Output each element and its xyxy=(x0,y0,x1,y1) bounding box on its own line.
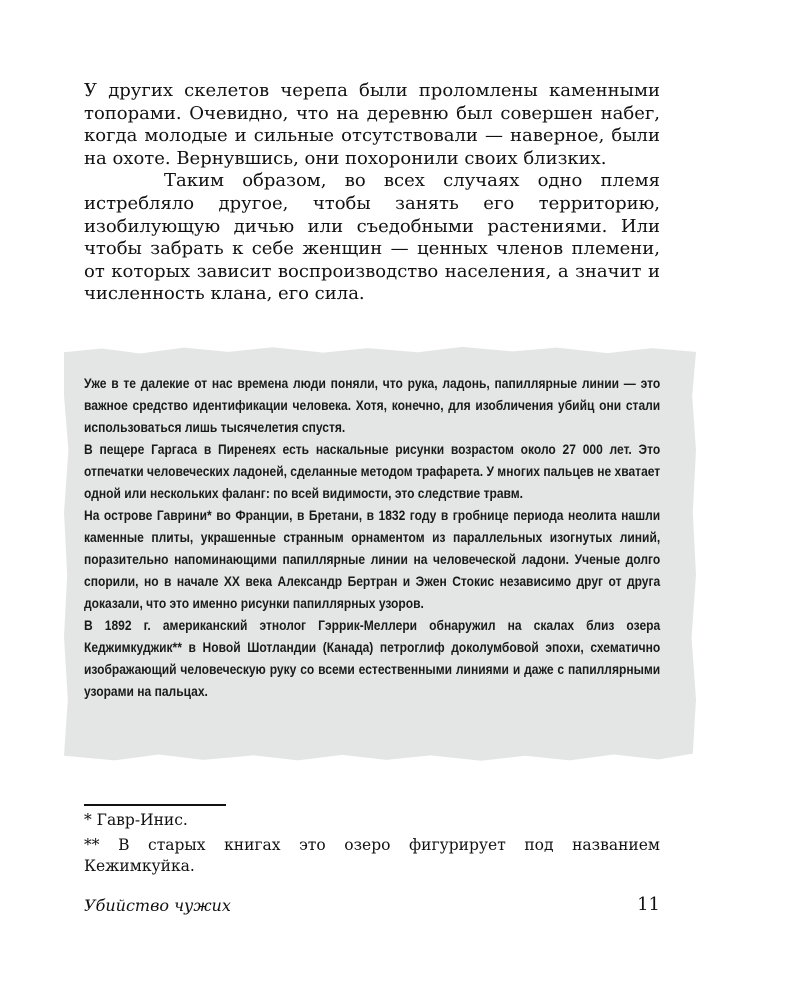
sidebar-text xyxy=(84,372,660,702)
footnotes xyxy=(84,810,660,881)
sidebar-paragraph-3: На острове Гаврини* во Франции, в Бретани, в 1832 году в гробнице периода неолита нашли каменные плиты, украшенные странным орнаментом из параллельных изогнутых линий, поразительно напоминающими папиллярные линии на человеческой ладони. Ученые долго спорили, но в начале XX века Александр Бертран и Эжен Стокис независимо друг от друга доказали, что это именно рисунки папиллярных узоров. xyxy=(84,507,661,611)
footnote-divider xyxy=(84,804,226,806)
main-paragraph-2: Таким образом, во всех случаях одно племя истребляло другое, чтобы занять его территорию, изобилующую дичью или съедобными растениями. Или чтобы забрать к себе женщин — ценных членов племени, от которых зависит воспроизводство населения, а значит и численность клана, его сила. xyxy=(84,170,660,305)
footnote-2: ** В старых книгах это озеро фигурирует под названием Кежимкуйка. xyxy=(84,836,660,875)
main-paragraph-1: У других скелетов черепа были проломлены каменными топорами. Очевидно, что на деревню был совершен набег, когда молодые и сильные отсутствовали — наверное, были на охоте. Вернувшись, они похоронили своих близких. xyxy=(84,80,660,169)
sidebar-paragraph-2: В пещере Гаргаса в Пиренеях есть наскальные рисунки возрастом около 27 000 лет. Это отпечатки человеческих ладоней, сделанные методом трафарета. У многих пальцев не хватает одной или нескольких фаланг: по всей видимости, это следствие травм. xyxy=(84,441,661,501)
main-text xyxy=(84,80,660,306)
sidebar-paragraph-4: В 1892 г. американский этнолог Гэррик-Меллери обнаружил на скалах близ озера Кеджимкуджик** в Новой Шотландии (Канада) петроглиф доколумбовой эпохи, схематично изображающий человеческую руку со всеми естественными линиями и даже с папиллярными узорами на пальцах. xyxy=(84,617,661,699)
running-title: Убийство чужих xyxy=(84,896,231,915)
page-number: 11 xyxy=(637,894,660,915)
footnote-1: * Гавр-Инис. xyxy=(84,811,188,829)
sidebar-paragraph-1: Уже в те далекие от нас времена люди поняли, что рука, ладонь, папиллярные линии — это важное средство идентификации человека. Хотя, конечно, для изобличения убийц они стали использоваться лишь тысячелетия спустя. xyxy=(84,375,661,435)
